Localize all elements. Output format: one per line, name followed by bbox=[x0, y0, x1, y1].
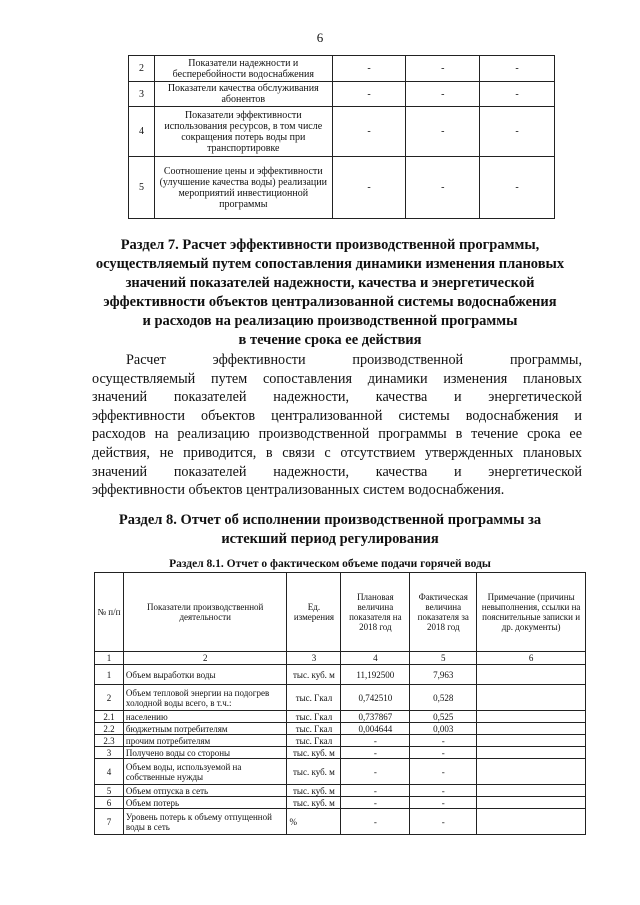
page-number: 6 bbox=[316, 30, 324, 45]
table-row: 1 Объем выработки воды тыс. куб. м 11,192500 7,963 bbox=[95, 665, 586, 685]
table-row: 2.1 населению тыс. Гкал 0,737867 0,525 bbox=[95, 711, 586, 723]
table-row: 3 Получено воды со стороны тыс. куб. м - - bbox=[95, 747, 586, 759]
indicators-table-continued bbox=[128, 55, 555, 219]
section-7-heading: Раздел 7. Расчет эффективности производственной программы, осуществляемый путем сопоставления динамики изменения плановых значений показателей надежности, качества и энергетической эффективности объектов централизованной системы водоснабжения и расходов на реализацию производственной программы в течение срока ее действия bbox=[95, 237, 565, 348]
table-row: 5 Соотношение цены и эффективности (улучшение качества воды) реализации мероприятий инвестиционной программы - - - bbox=[129, 157, 555, 219]
hot-water-report-table bbox=[94, 572, 586, 835]
table-col-numbers-row: 1 2 3 4 5 6 bbox=[95, 652, 586, 665]
table-row: 4 Показатели эффективности использования ресурсов, в том числе сокращения потерь воды при транспортировке - - - bbox=[129, 107, 555, 157]
table-row: 4 Объем воды, используемой на собственные нужды тыс. куб. м - - bbox=[95, 759, 586, 785]
table-row: 2.2 бюджетным потребителям тыс. Гкал 0,004644 0,003 bbox=[95, 723, 586, 735]
table-header-row: № п/п Показатели производственной деятельности Ед. измерения Плановая величина показателя на 2018 год Фактическая величина показателя за 2018 год Примечание (причины невыполнения, ссылки на пояснительные записки и др. документы) bbox=[95, 573, 586, 652]
table-row: 6 Объем потерь тыс. куб. м - - bbox=[95, 797, 586, 809]
table-row: 2.3 прочим потребителям тыс. Гкал - - bbox=[95, 735, 586, 747]
table-row: 3 Показатели качества обслуживания абонентов - - - bbox=[129, 82, 555, 107]
section-7-paragraph: Расчет эффективности производственной программы, осуществляемый путем сопоставления динамики изменения плановых значений показателей надежности, качества и энергетической эффективности объектов централизованной системы водоснабжения и расходов на реализацию производственной программы в течение срока ее действия, не приводится, в связи с отсутствием утвержденных плановых значений показателей надежности, качества и энергетической эффективности объектов централизованных систем водоснабжения. bbox=[92, 352, 582, 499]
table-row: 2 Объем тепловой энергии на подогрев холодной воды всего, в т.ч.: тыс. Гкал 0,742510 0,528 bbox=[95, 685, 586, 711]
section-8-1-title: Раздел 8.1. Отчет о фактическом объеме подачи горячей воды bbox=[169, 558, 491, 570]
table-row: 5 Объем отпуска в сеть тыс. куб. м - - bbox=[95, 785, 586, 797]
table-row: 7 Уровень потерь к объему отпущенной воды в сеть % - - bbox=[95, 809, 586, 835]
table-row: 2 Показатели надежности и бесперебойности водоснабжения - - - bbox=[129, 56, 555, 82]
section-8-heading: Раздел 8. Отчет об исполнении производственной программы за истекший период регулирования bbox=[118, 512, 542, 547]
